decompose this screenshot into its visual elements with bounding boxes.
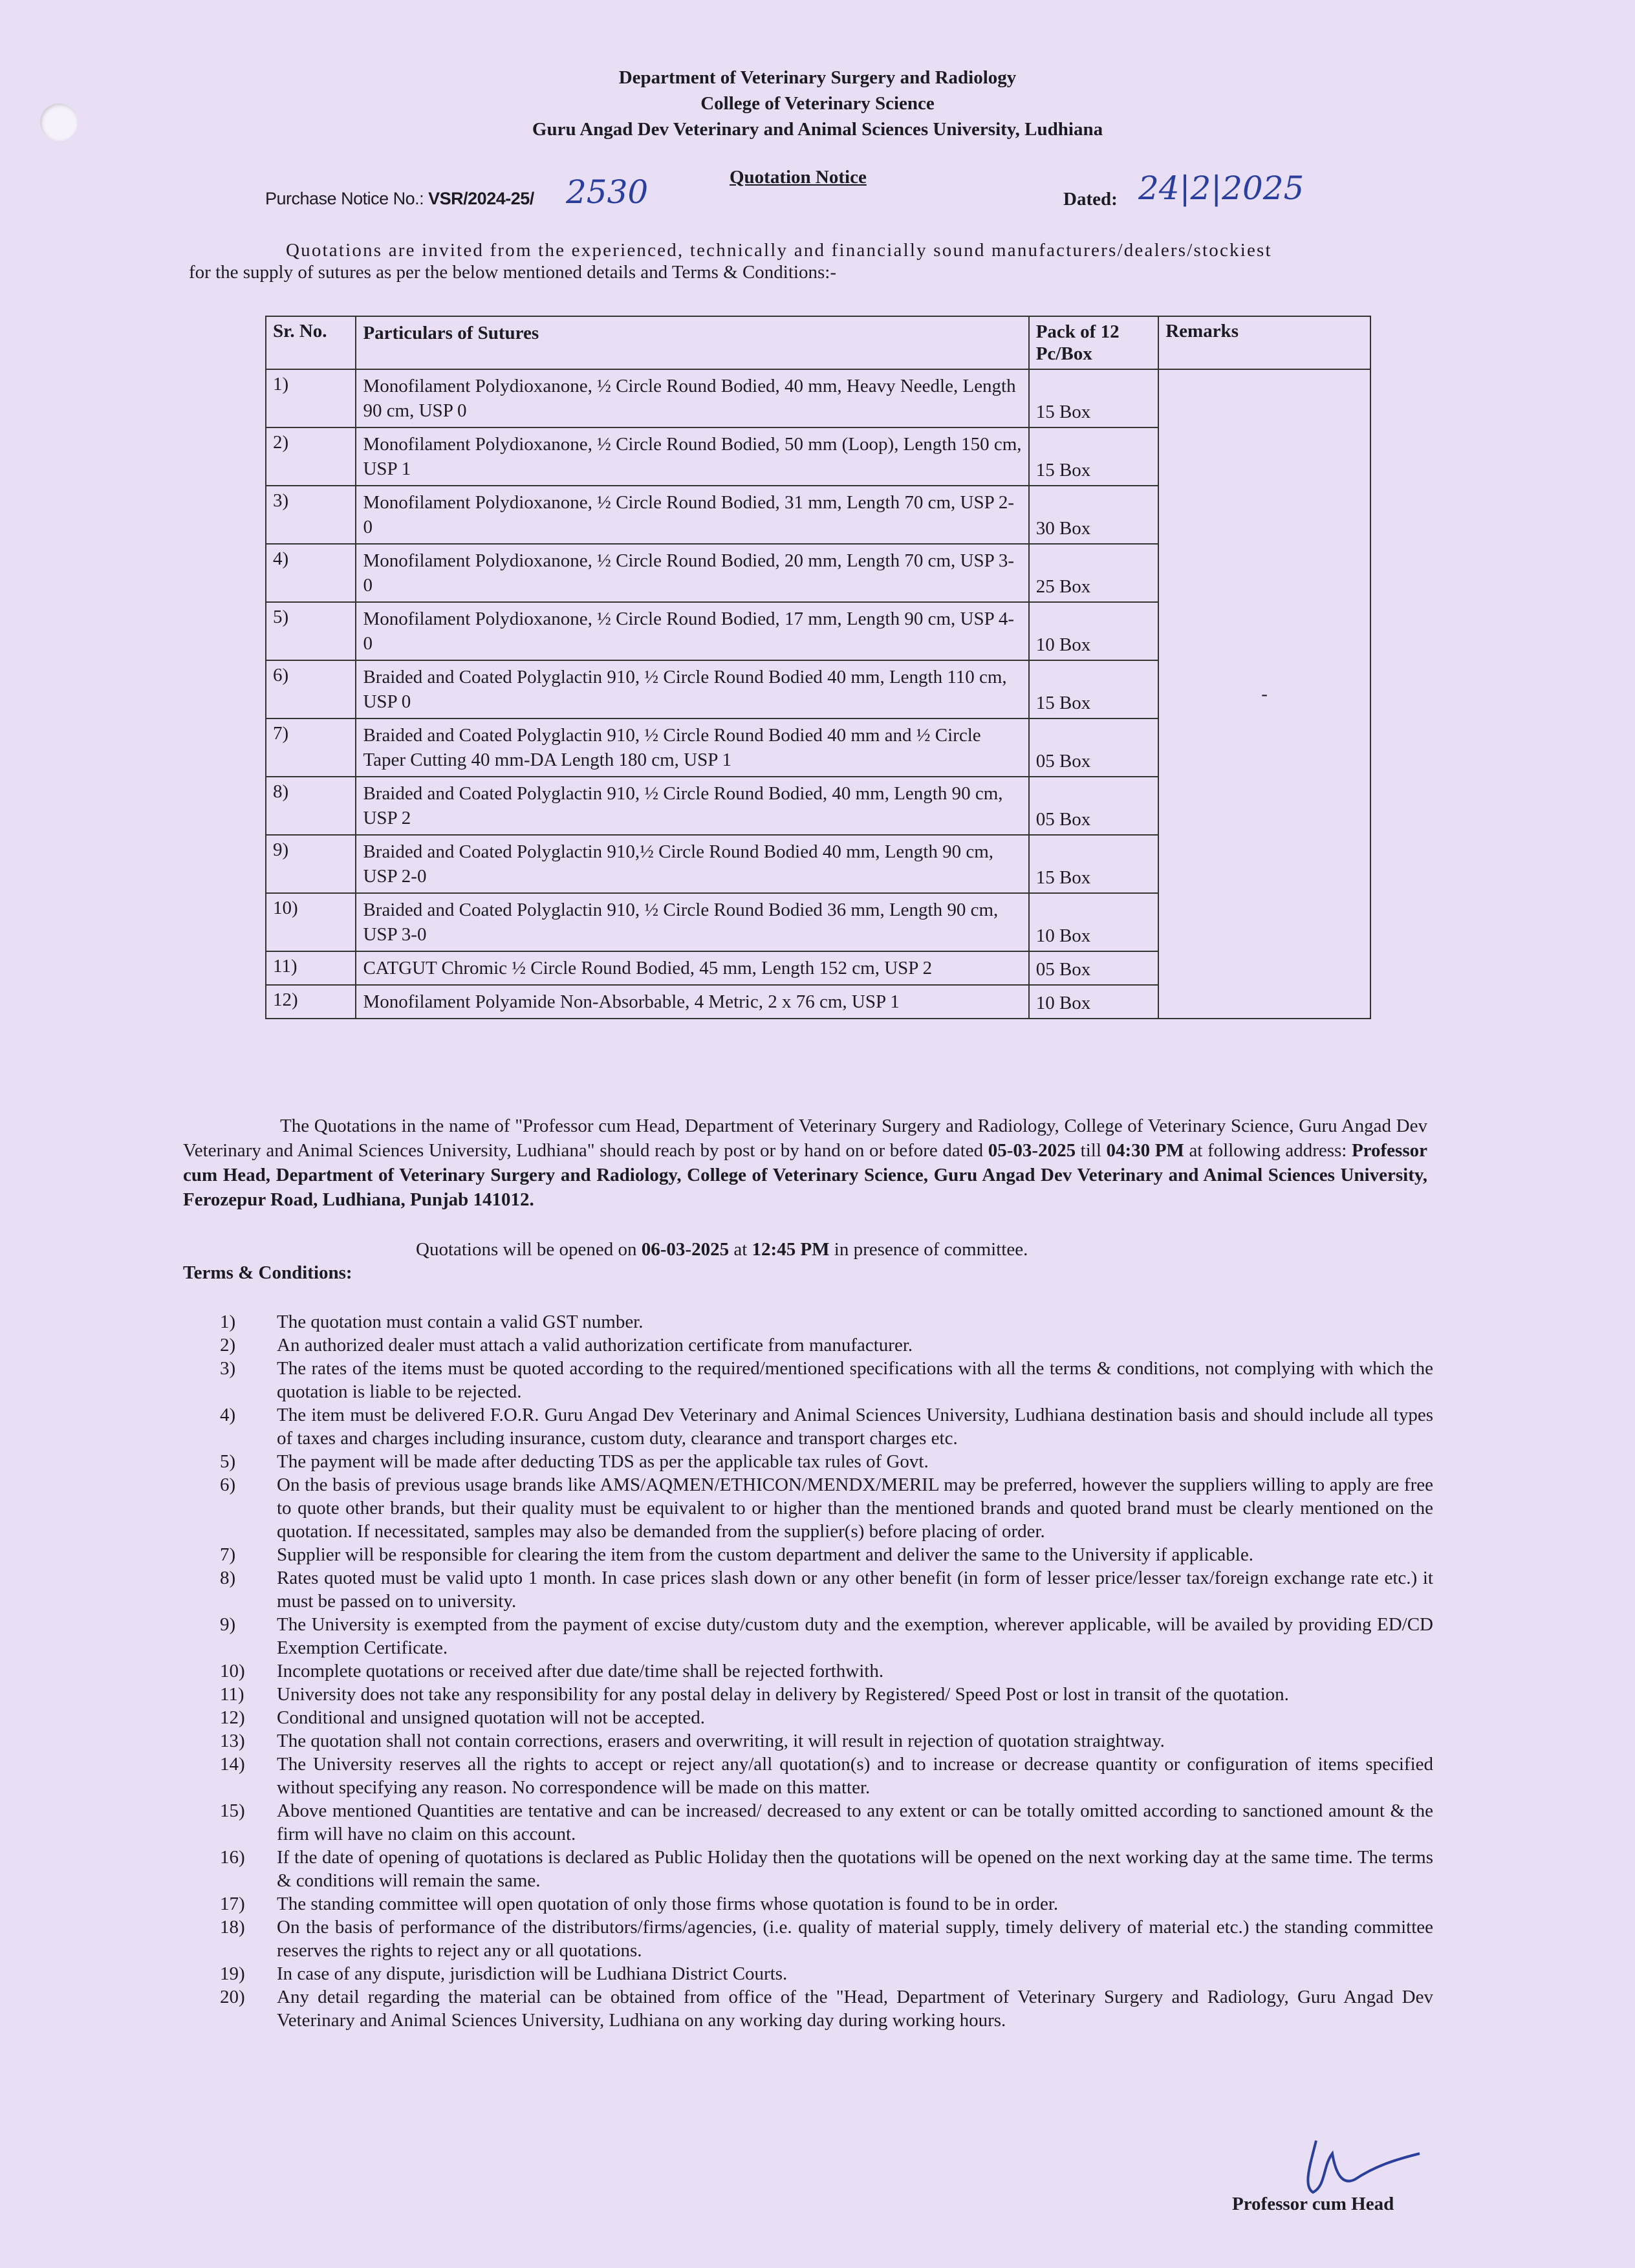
- row-sr-no: 6): [266, 660, 356, 718]
- term-text: An authorized dealer must attach a valid authorization certificate from manufacturer.: [277, 1335, 913, 1355]
- row-quantity: 05 Box: [1029, 718, 1159, 777]
- row-particulars: CATGUT Chromic ½ Circle Round Bodied, 45 mm, Length 152 cm, USP 2: [356, 951, 1028, 985]
- term-item: [220, 1403, 1433, 1450]
- row-particulars: Monofilament Polyamide Non-Absorbable, 4 Metric, 2 x 76 cm, USP 1: [356, 985, 1028, 1019]
- term-number: 5): [220, 1451, 236, 1472]
- row-quantity: 05 Box: [1029, 777, 1159, 835]
- term-item: [220, 1706, 1433, 1729]
- row-quantity: 10 Box: [1029, 893, 1159, 951]
- header-particulars: Particulars of Sutures: [356, 316, 1028, 369]
- term-item: [220, 1659, 1433, 1683]
- submission-address: Professor cum Head, Department of Veterinary Surgery and Radiology, College of Veterinary Science, Guru Angad Dev Veterinary and Animal Sciences University, Ferozepur Road, Ludhiana, Punjab 141012.: [183, 1140, 1427, 1210]
- department-name: Department of Veterinary Surgery and Radiology: [618, 67, 1017, 88]
- university-name: Guru Angad Dev Veterinary and Animal Sciences University, Ludhiana: [532, 119, 1103, 140]
- row-particulars: Monofilament Polydioxanone, ½ Circle Round Bodied, 20 mm, Length 70 cm, USP 3-0: [356, 544, 1028, 602]
- term-item: [220, 1985, 1433, 2032]
- opening-text-a: Quotations will be opened on: [416, 1239, 642, 1260]
- college-name: College of Veterinary Science: [700, 93, 935, 114]
- dated-handwritten: 24|2|2025: [1138, 169, 1305, 207]
- term-text: Supplier will be responsible for clearing the item from the custom department and deliver the same to the University if applicable.: [277, 1544, 1253, 1565]
- term-text: The University reserves all the rights to accept or reject any/all quotation(s) and to increase or decrease quantity or configuration of items specified without specifying any reason. No correspondence will be made on this matter.: [277, 1754, 1433, 1798]
- dated-label: Dated:: [1063, 189, 1118, 210]
- term-text: Rates quoted must be valid upto 1 month. In case prices slash down or any other benefit (in form of lesser price/lesser tax/foreign exchange rate etc.) it must be passed on to university.: [277, 1568, 1433, 1612]
- purchase-notice-prefix: VSR/2024-25/: [428, 189, 534, 208]
- row-sr-no: 1): [266, 369, 356, 427]
- term-number: 18): [220, 1917, 245, 1938]
- opening-text-b: at: [729, 1239, 752, 1260]
- row-quantity: 15 Box: [1029, 660, 1159, 718]
- row-quantity: 10 Box: [1029, 985, 1159, 1019]
- opening-time: 12:45 PM: [752, 1239, 830, 1260]
- row-particulars: Monofilament Polydioxanone, ½ Circle Round Bodied, 40 mm, Heavy Needle, Length 90 cm, USP 0: [356, 369, 1028, 427]
- row-quantity: 05 Box: [1029, 951, 1159, 985]
- row-sr-no: 4): [266, 544, 356, 602]
- term-item: [220, 1962, 1433, 1985]
- row-particulars: Monofilament Polydioxanone, ½ Circle Round Bodied, 50 mm (Loop), Length 150 cm, USP 1: [356, 427, 1028, 486]
- remarks-cell: -: [1158, 369, 1370, 1019]
- term-item: [220, 1753, 1433, 1799]
- term-item: [220, 1357, 1433, 1403]
- term-text: If the date of opening of quotations is declared as Public Holiday then the quotations will be opened on the next working day at the same time. The terms & conditions will remain the same.: [277, 1847, 1433, 1891]
- row-sr-no: 9): [266, 835, 356, 893]
- submission-date: 05-03-2025: [988, 1140, 1076, 1161]
- opening-text-c: in presence of committee.: [829, 1239, 1028, 1260]
- term-text: The University is exempted from the payment of excise duty/custom duty and the exemption, wherever applicable, will be availed by providing ED/CD Exemption Certificate.: [277, 1614, 1433, 1658]
- term-text: Any detail regarding the material can be obtained from office of the "Head, Department of Veterinary Surgery and Radiology, Guru Angad Dev Veterinary and Animal Sciences University, Ludhiana on any working day during working hours.: [277, 1987, 1433, 2031]
- opening-line: [416, 1239, 1028, 1260]
- term-text: The item must be delivered F.O.R. Guru Angad Dev Veterinary and Animal Sciences University, Ludhiana destination basis and should include all types of taxes and charges including insurance, custom duty, clearance and transport charges etc.: [277, 1405, 1433, 1449]
- submission-text-c: at following address:: [1184, 1140, 1352, 1161]
- header-pack: Pack of 12 Pc/Box: [1029, 316, 1159, 369]
- term-text: The quotation must contain a valid GST number.: [277, 1312, 644, 1332]
- term-item: [220, 1473, 1433, 1543]
- signature-scribble: [1297, 2128, 1426, 2199]
- term-item: [220, 1613, 1433, 1659]
- intro-text: [189, 239, 1437, 283]
- term-number: 11): [220, 1684, 244, 1705]
- term-text: University does not take any responsibility for any postal delay in delivery by Registered/ Speed Post or lost in transit of the quotation.: [277, 1684, 1289, 1705]
- row-quantity: 15 Box: [1029, 835, 1159, 893]
- term-number: 8): [220, 1568, 236, 1588]
- term-number: 13): [220, 1731, 245, 1751]
- term-number: 1): [220, 1312, 236, 1332]
- table-header-row: [266, 316, 1370, 369]
- term-number: 10): [220, 1661, 245, 1681]
- term-item: [220, 1543, 1433, 1566]
- row-sr-no: 7): [266, 718, 356, 777]
- term-text: The quotation shall not contain corrections, erasers and overwriting, it will result in rejection of quotation straightway.: [277, 1731, 1165, 1751]
- term-number: 9): [220, 1614, 236, 1635]
- row-particulars: Monofilament Polydioxanone, ½ Circle Round Bodied, 31 mm, Length 70 cm, USP 2-0: [356, 486, 1028, 544]
- letterhead: [0, 65, 1635, 142]
- submission-time: 04:30 PM: [1106, 1140, 1184, 1161]
- row-particulars: Braided and Coated Polyglactin 910, ½ Circle Round Bodied, 40 mm, Length 90 cm, USP 2: [356, 777, 1028, 835]
- term-item: [220, 1310, 1433, 1334]
- term-item: [220, 1892, 1433, 1916]
- term-number: 15): [220, 1800, 245, 1821]
- notice-title: Quotation Notice: [730, 167, 867, 188]
- row-quantity: 25 Box: [1029, 544, 1159, 602]
- row-sr-no: 8): [266, 777, 356, 835]
- row-quantity: 30 Box: [1029, 486, 1159, 544]
- term-text: In case of any dispute, jurisdiction will be Ludhiana District Courts.: [277, 1963, 788, 1984]
- row-sr-no: 12): [266, 985, 356, 1019]
- row-particulars: Braided and Coated Polyglactin 910, ½ Circle Round Bodied 40 mm, Length 110 cm, USP 0: [356, 660, 1028, 718]
- purchase-notice-number: [265, 189, 534, 209]
- intro-line-2: for the supply of sutures as per the below mentioned details and Terms & Conditions:-: [189, 262, 836, 283]
- term-text: On the basis of previous usage brands like AMS/AQMEN/ETHICON/MENDX/MERIL may be preferred, however the suppliers willing to apply are free to quote other brands, but their quality must be equivalent to or higher than the mentioned brands and quoted brand must be clearly mentioned on the quotation. If necessitated, samples may also be demanded from the supplier(s) before placing of order.: [277, 1474, 1433, 1542]
- purchase-notice-handwritten: 2530: [566, 173, 649, 211]
- term-item: [220, 1566, 1433, 1613]
- submission-text-a: The Quotations in the name of "Professor cum Head, Department of Veterinary Surgery and Radiology, College of Veterinary Science, Guru Angad Dev Veterinary and Animal Sciences University, Ludhiana" should reach by post or by hand on or before dated: [183, 1116, 1427, 1161]
- terms-list: [220, 1310, 1433, 2032]
- term-text: The rates of the items must be quoted according to the required/mentioned specifications with all the terms & conditions, not complying with which the quotation is liable to be rejected.: [277, 1358, 1433, 1402]
- row-quantity: 10 Box: [1029, 602, 1159, 660]
- row-sr-no: 2): [266, 427, 356, 486]
- term-number: 3): [220, 1358, 236, 1379]
- row-particulars: Braided and Coated Polyglactin 910, ½ Circle Round Bodied 40 mm and ½ Circle Taper Cutting 40 mm-DA Length 180 cm, USP 1: [356, 718, 1028, 777]
- sutures-table: [265, 316, 1371, 1019]
- row-particulars: Monofilament Polydioxanone, ½ Circle Round Bodied, 17 mm, Length 90 cm, USP 4-0: [356, 602, 1028, 660]
- row-quantity: 15 Box: [1029, 369, 1159, 427]
- term-text: Above mentioned Quantities are tentative and can be increased/ decreased to any extent or can be totally omitted according to sanctioned amount & the firm will have no claim on this account.: [277, 1800, 1433, 1844]
- term-number: 17): [220, 1894, 245, 1914]
- terms-title: Terms & Conditions:: [183, 1262, 352, 1283]
- term-text: On the basis of performance of the distributors/firms/agencies, (i.e. quality of material supply, timely delivery of material etc.) the standing committee reserves the rights to reject any or all quotations.: [277, 1917, 1433, 1961]
- row-particulars: Braided and Coated Polyglactin 910,½ Circle Round Bodied 40 mm, Length 90 cm, USP 2-0: [356, 835, 1028, 893]
- term-number: 16): [220, 1847, 245, 1868]
- opening-date: 06-03-2025: [641, 1239, 730, 1260]
- term-text: The payment will be made after deducting TDS as per the applicable tax rules of Govt.: [277, 1451, 929, 1472]
- term-text: The standing committee will open quotation of only those firms whose quotation is found to be in order.: [277, 1894, 1059, 1914]
- header-remarks: Remarks: [1158, 316, 1370, 369]
- row-sr-no: 10): [266, 893, 356, 951]
- row-sr-no: 3): [266, 486, 356, 544]
- term-number: 19): [220, 1963, 245, 1984]
- term-item: [220, 1846, 1433, 1892]
- intro-line-1: Quotations are invited from the experienced, technically and financially sound manufacturers/dealers/stockiest: [286, 240, 1272, 261]
- header-sr-no: Sr. No.: [266, 316, 356, 369]
- term-number: 4): [220, 1405, 236, 1425]
- term-number: 14): [220, 1754, 245, 1775]
- term-text: Incomplete quotations or received after due date/time shall be rejected forthwith.: [277, 1661, 884, 1681]
- signatory: Professor cum Head: [1232, 2194, 1394, 2214]
- row-sr-no: 11): [266, 951, 356, 985]
- term-item: [220, 1683, 1433, 1706]
- term-item: [220, 1450, 1433, 1473]
- term-item: [220, 1916, 1433, 1962]
- term-item: [220, 1334, 1433, 1357]
- term-number: 20): [220, 1987, 245, 2007]
- submission-text-b: till: [1076, 1140, 1107, 1161]
- term-number: 7): [220, 1544, 236, 1565]
- row-quantity: 15 Box: [1029, 427, 1159, 486]
- term-number: 12): [220, 1707, 245, 1728]
- table-row: [266, 369, 1370, 427]
- term-number: 2): [220, 1335, 236, 1355]
- purchase-notice-label: Purchase Notice No.:: [265, 189, 424, 208]
- term-number: 6): [220, 1474, 236, 1495]
- row-particulars: Braided and Coated Polyglactin 910, ½ Circle Round Bodied 36 mm, Length 90 cm, USP 3-0: [356, 893, 1028, 951]
- term-item: [220, 1799, 1433, 1846]
- term-text: Conditional and unsigned quotation will not be accepted.: [277, 1707, 706, 1728]
- row-sr-no: 5): [266, 602, 356, 660]
- submission-paragraph: [183, 1114, 1427, 1212]
- term-item: [220, 1729, 1433, 1753]
